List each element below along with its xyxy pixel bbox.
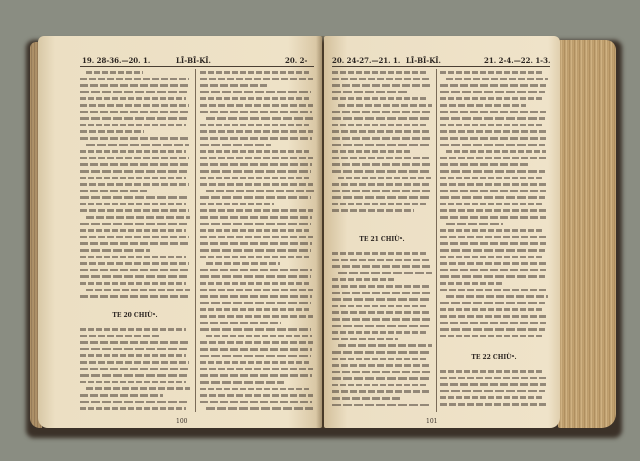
text-line (332, 89, 432, 96)
text-line (440, 368, 548, 375)
text-line (332, 175, 432, 182)
text-line (80, 247, 190, 254)
text-line (440, 194, 548, 201)
text-line (200, 194, 314, 201)
left-text-column-1-continued (80, 326, 190, 414)
text-line (80, 267, 190, 274)
text-line (440, 142, 548, 149)
right-column-divider (436, 69, 437, 412)
text-line (440, 260, 548, 267)
text-line (332, 323, 432, 330)
text-line (332, 375, 432, 382)
text-line (80, 385, 190, 392)
text-line (200, 161, 314, 168)
left-column-divider (195, 69, 196, 412)
text-line (200, 346, 314, 353)
text-line (440, 161, 548, 168)
right-text-column-1-continued (332, 250, 432, 414)
text-line (332, 382, 432, 389)
text-line (200, 386, 314, 393)
text-line (440, 201, 548, 208)
right-running-title: LĪ-BĪ-KĪ. (406, 56, 441, 65)
text-line (80, 221, 190, 228)
text-line (332, 181, 432, 188)
text-line (332, 142, 432, 149)
text-line (200, 399, 314, 406)
text-line (440, 273, 548, 280)
text-line (200, 142, 314, 149)
text-line (80, 280, 190, 287)
text-line (200, 366, 314, 373)
text-line (332, 402, 432, 409)
text-line (332, 115, 432, 122)
right-text-column-1 (332, 69, 432, 219)
text-line (332, 250, 432, 257)
text-line (440, 375, 548, 382)
text-line (440, 175, 548, 182)
text-line (332, 122, 432, 129)
text-line (332, 388, 432, 395)
left-text-column-1 (80, 69, 190, 305)
text-line (200, 135, 314, 142)
text-line (80, 379, 190, 386)
text-line (332, 356, 432, 363)
text-line (440, 293, 548, 300)
text-line (200, 201, 314, 208)
text-line (332, 316, 432, 323)
text-line (200, 69, 314, 76)
text-line (80, 260, 190, 267)
text-line (332, 283, 432, 290)
text-line (200, 293, 314, 300)
text-line (440, 207, 548, 214)
text-line (80, 227, 190, 234)
text-line (80, 399, 190, 406)
text-line (200, 287, 314, 294)
text-line (80, 161, 190, 168)
text-line (440, 188, 548, 195)
text-line (80, 89, 190, 96)
text-line (440, 287, 548, 294)
text-line (200, 320, 314, 327)
text-line (80, 194, 190, 201)
text-line (332, 207, 432, 214)
left-running-title: LĪ-BĪ-KĪ. (176, 56, 211, 65)
text-line (332, 82, 432, 89)
text-line (80, 115, 190, 122)
right-text-column-2 (440, 69, 548, 345)
text-line (200, 102, 314, 109)
text-line (440, 240, 548, 247)
text-line (440, 95, 548, 102)
text-line (80, 148, 190, 155)
text-line (332, 194, 432, 201)
text-line (80, 128, 190, 135)
text-line (200, 227, 314, 234)
text-line (332, 76, 432, 83)
text-line (80, 240, 190, 247)
text-line (200, 221, 314, 228)
text-line (80, 326, 190, 333)
text-line (200, 115, 314, 122)
text-line (332, 296, 432, 303)
text-line (80, 273, 190, 280)
text-line (200, 234, 314, 241)
text-line (332, 276, 432, 283)
text-line (80, 109, 190, 116)
text-line (332, 290, 432, 297)
text-line (440, 401, 548, 408)
text-line (332, 155, 432, 162)
text-line (200, 260, 314, 267)
text-line (440, 89, 548, 96)
text-line (332, 349, 432, 356)
text-line (440, 326, 548, 333)
text-line (332, 309, 432, 316)
text-line (80, 372, 190, 379)
text-line (200, 247, 314, 254)
text-line (80, 359, 190, 366)
text-line (332, 303, 432, 310)
text-line (80, 82, 190, 89)
text-line (200, 280, 314, 287)
text-line (440, 381, 548, 388)
text-line (440, 306, 548, 313)
text-line (440, 313, 548, 320)
text-line (440, 102, 548, 109)
left-page (38, 36, 322, 428)
text-line (332, 336, 432, 343)
left-running-ref: 20. 2- (285, 56, 308, 65)
text-line (332, 263, 432, 270)
text-line (332, 102, 432, 109)
text-line (440, 214, 548, 221)
text-line (200, 122, 314, 129)
text-line (440, 82, 548, 89)
right-page-number: 101 (426, 418, 438, 425)
text-line (440, 181, 548, 188)
left-chapter-heading: TE 20 CHIÙⁿ. (112, 312, 158, 319)
text-line (200, 306, 314, 313)
text-line (332, 128, 432, 135)
text-line (440, 247, 548, 254)
text-line (80, 333, 190, 340)
text-line (200, 89, 314, 96)
text-line (332, 257, 432, 264)
text-line (332, 69, 432, 76)
text-line (200, 214, 314, 221)
text-line (200, 188, 314, 195)
text-line (200, 339, 314, 346)
text-line (440, 227, 548, 234)
text-line (80, 168, 190, 175)
text-line (80, 346, 190, 353)
right-running-range: 20. 24-27.—21. 1. (332, 56, 401, 65)
text-line (332, 168, 432, 175)
text-line (80, 287, 190, 294)
text-line (80, 155, 190, 162)
text-line (200, 148, 314, 155)
text-line (80, 366, 190, 373)
right-header-rule (332, 66, 550, 67)
right-chapter-heading-1: TE 21 CHIÙⁿ. (359, 236, 405, 243)
text-line (200, 155, 314, 162)
left-page-number: 100 (176, 418, 188, 425)
text-line (80, 102, 190, 109)
text-line (200, 168, 314, 175)
text-line (80, 352, 190, 359)
text-line (440, 388, 548, 395)
text-line (80, 181, 190, 188)
text-line (200, 95, 314, 102)
text-line (332, 188, 432, 195)
text-line (200, 313, 314, 320)
text-line (80, 392, 190, 399)
right-chapter-heading-2: TE 22 CHIÙⁿ. (471, 354, 517, 361)
text-line (80, 214, 190, 221)
right-text-column-2-continued (440, 368, 548, 414)
text-line (200, 405, 314, 412)
text-line (80, 293, 190, 300)
text-line (80, 339, 190, 346)
text-line (440, 300, 548, 307)
left-header-rule (80, 66, 314, 67)
text-line (332, 362, 432, 369)
text-line (440, 234, 548, 241)
text-line (332, 342, 432, 349)
text-line (200, 82, 314, 89)
text-line (332, 148, 432, 155)
text-line (332, 135, 432, 142)
right-running-ref: 21. 2-4.—22. 1-3. (484, 56, 551, 65)
text-line (200, 353, 314, 360)
right-page-edges (558, 40, 616, 428)
right-page (324, 36, 560, 428)
text-line (80, 135, 190, 142)
text-line (440, 267, 548, 274)
text-line (200, 392, 314, 399)
text-line (440, 109, 548, 116)
text-line (80, 76, 190, 83)
text-line (440, 333, 548, 340)
text-line (332, 161, 432, 168)
text-line (440, 148, 548, 155)
text-line (200, 109, 314, 116)
text-line (200, 128, 314, 135)
text-line (332, 109, 432, 116)
text-line (332, 369, 432, 376)
text-line (200, 300, 314, 307)
text-line (80, 175, 190, 182)
text-line (80, 254, 190, 261)
left-text-column-2 (200, 69, 314, 414)
text-line (200, 379, 314, 386)
text-line (200, 175, 314, 182)
text-line (440, 128, 548, 135)
text-line (200, 273, 314, 280)
text-line (80, 142, 190, 149)
text-line (332, 95, 432, 102)
text-line (80, 201, 190, 208)
left-running-range: 19. 28-36.—20. 1. (82, 56, 151, 65)
text-line (80, 95, 190, 102)
text-line (80, 405, 190, 412)
text-line (200, 372, 314, 379)
text-line (440, 254, 548, 261)
text-line (440, 69, 548, 76)
text-line (200, 240, 314, 247)
text-line (440, 115, 548, 122)
text-line (332, 395, 432, 402)
text-line (440, 394, 548, 401)
text-line (440, 221, 548, 228)
text-line (80, 234, 190, 241)
text-line (200, 267, 314, 274)
open-book (30, 36, 615, 434)
text-line (200, 359, 314, 366)
text-line (440, 280, 548, 287)
text-line (440, 320, 548, 327)
text-line (440, 135, 548, 142)
text-line (80, 207, 190, 214)
text-line (332, 329, 432, 336)
text-line (332, 270, 432, 277)
text-line (440, 122, 548, 129)
text-line (80, 69, 190, 76)
text-line (80, 122, 190, 129)
text-line (200, 326, 314, 333)
text-line (200, 254, 314, 261)
text-line (440, 76, 548, 83)
text-line (80, 188, 190, 195)
text-line (200, 181, 314, 188)
text-line (200, 207, 314, 214)
text-line (200, 76, 314, 83)
text-line (332, 201, 432, 208)
text-line (440, 168, 548, 175)
text-line (200, 333, 314, 340)
text-line (440, 155, 548, 162)
